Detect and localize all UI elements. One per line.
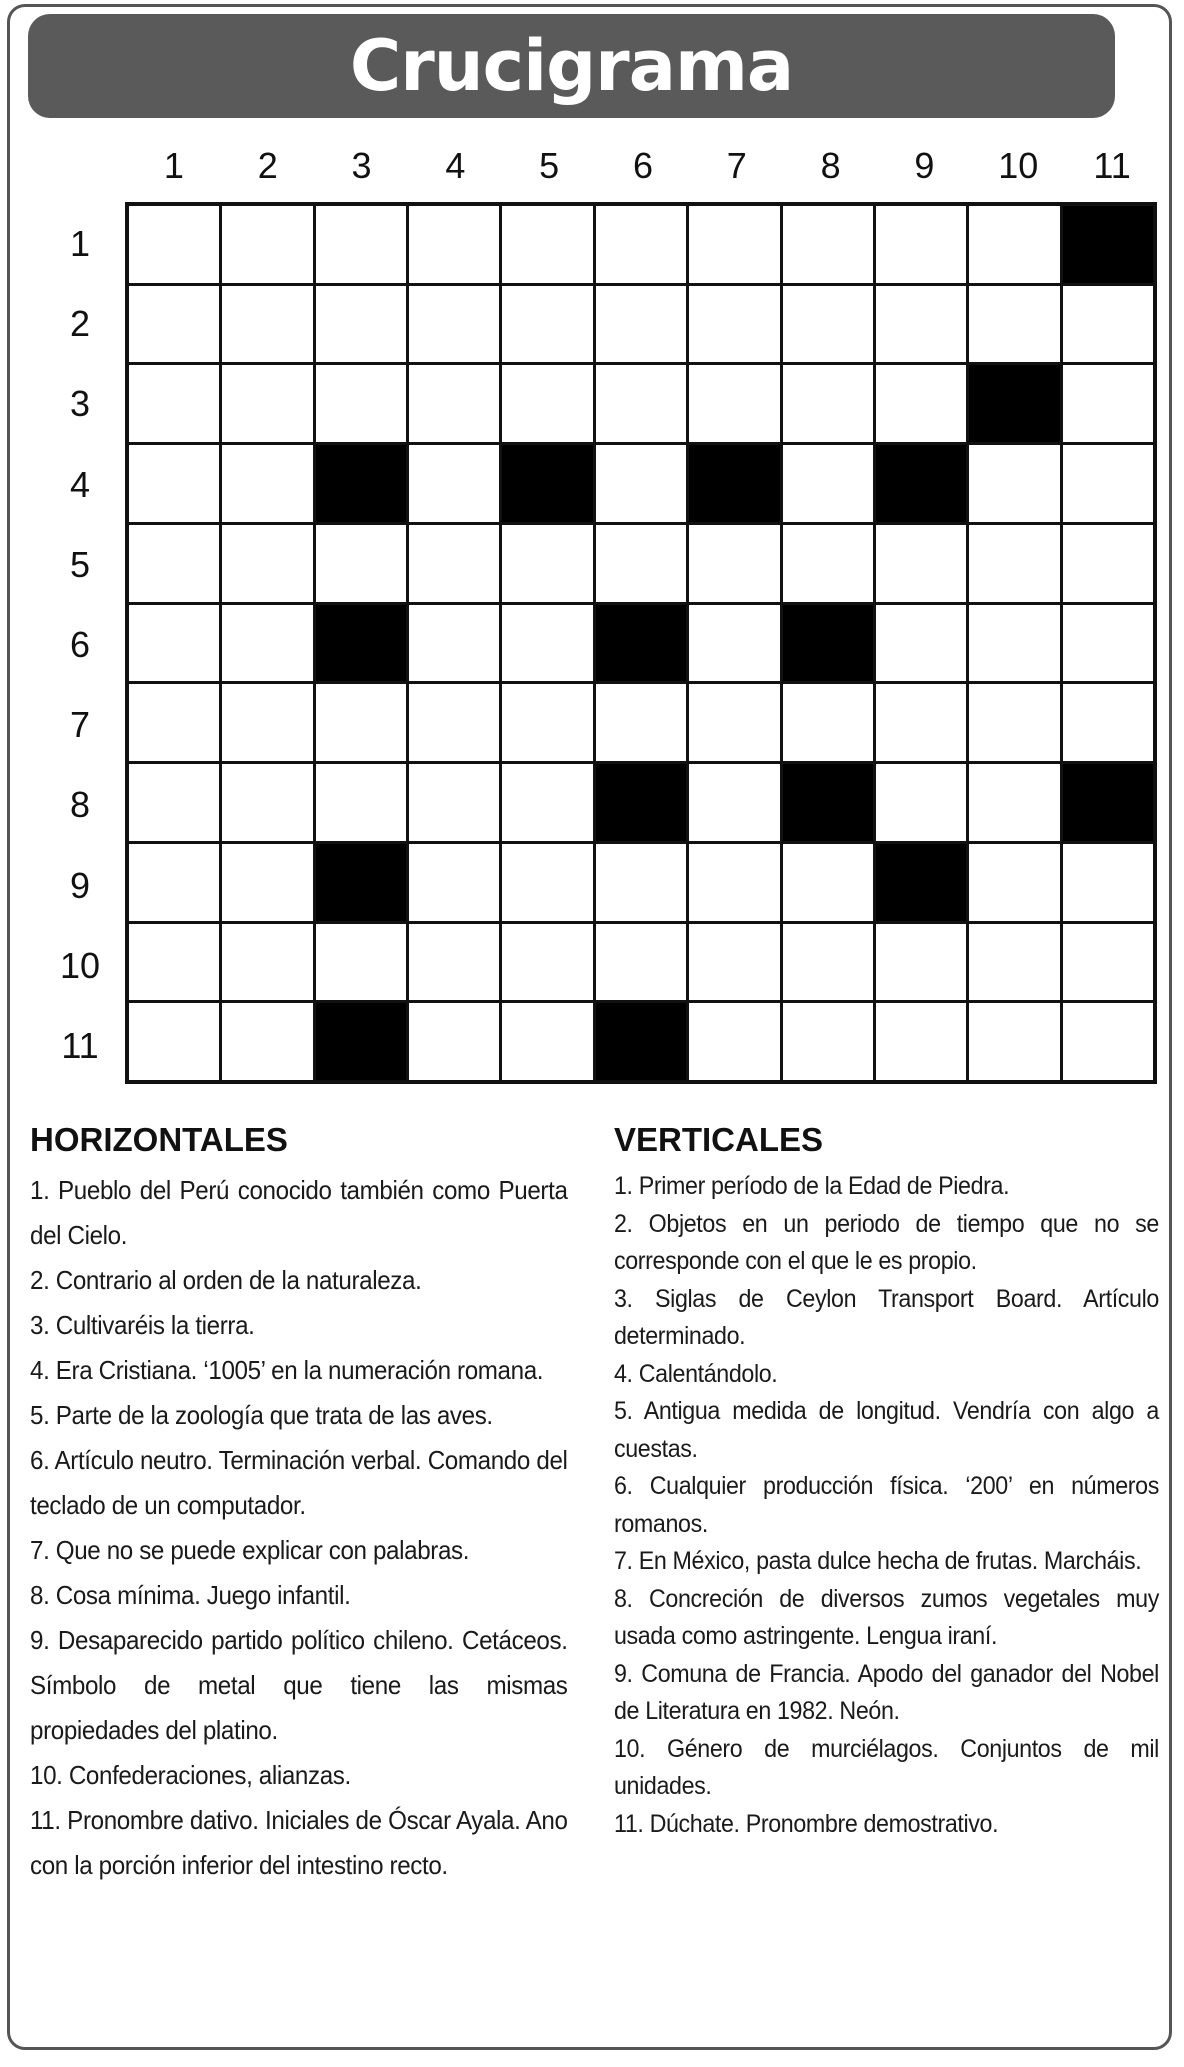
clue-item: 5. Antigua medida de longitud. Vendría con algo a cuestas.	[614, 1397, 1159, 1463]
answer-cell[interactable]	[876, 605, 966, 682]
answer-cell[interactable]	[129, 525, 219, 602]
black-cell	[783, 764, 873, 841]
answer-cell[interactable]	[502, 525, 592, 602]
black-cell	[596, 605, 686, 682]
row-number: 2	[69, 303, 91, 345]
answer-cell[interactable]	[596, 924, 686, 1001]
clue-item: 9. Comuna de Francia. Apodo del ganador del Nobel de Literatura en 1982. Neón.	[614, 1659, 1159, 1725]
answer-cell[interactable]	[969, 445, 1059, 522]
answer-cell[interactable]	[1063, 924, 1153, 1001]
answer-cell[interactable]	[129, 684, 219, 761]
answer-cell[interactable]	[783, 844, 873, 921]
answer-cell[interactable]	[689, 206, 779, 283]
black-cell	[969, 365, 1059, 442]
clue-item: 2. Objetos en un periodo de tiempo que no se corresponde con el que le es propio.	[614, 1209, 1159, 1275]
answer-cell[interactable]	[596, 365, 686, 442]
answer-cell[interactable]	[969, 605, 1059, 682]
clue-item: 8. Concreción de diversos zumos vegetales muy usada como astringente. Lengua iraní.	[614, 1584, 1159, 1650]
answer-cell[interactable]	[876, 365, 966, 442]
clue-item: 10. Confederaciones, alianzas.	[30, 1760, 351, 1790]
answer-cell[interactable]	[409, 286, 499, 363]
clue-item: 1. Primer período de la Edad de Piedra.	[614, 1172, 1010, 1200]
answer-cell[interactable]	[129, 445, 219, 522]
answer-cell[interactable]	[409, 525, 499, 602]
row-number: 5	[69, 543, 91, 585]
answer-cell[interactable]	[689, 924, 779, 1001]
column-numbers	[127, 136, 1159, 196]
clue-item: 11. Dúchate. Pronombre demostrativo.	[614, 1809, 999, 1838]
answer-cell[interactable]	[1063, 286, 1153, 363]
black-cell	[783, 605, 873, 682]
answer-cell[interactable]	[129, 1003, 219, 1080]
vertical-clues-list	[614, 1168, 1159, 1843]
answer-cell[interactable]	[783, 924, 873, 1001]
answer-cell[interactable]	[409, 1003, 499, 1080]
column-number: 6	[632, 145, 653, 186]
row-number: 11	[61, 1024, 99, 1066]
answer-cell[interactable]	[222, 1003, 312, 1080]
answer-cell[interactable]	[129, 924, 219, 1001]
black-cell	[1063, 764, 1153, 841]
answer-cell[interactable]	[222, 365, 312, 442]
column-number: 10	[998, 145, 1039, 186]
answer-cell[interactable]	[409, 445, 499, 522]
vertical-clues-section	[614, 1118, 1159, 1843]
answer-cell[interactable]	[689, 365, 779, 442]
black-cell	[316, 605, 406, 682]
answer-cell[interactable]	[502, 605, 592, 682]
clue-item: 6. Artículo neutro. Terminación verbal. Comando del teclado de un computador.	[30, 1445, 568, 1520]
answer-cell[interactable]	[596, 206, 686, 283]
answer-cell[interactable]	[502, 286, 592, 363]
answer-cell[interactable]	[689, 1003, 779, 1080]
answer-cell[interactable]	[969, 844, 1059, 921]
column-number: 7	[726, 145, 747, 186]
clue-item: 7. En México, pasta dulce hecha de frutas. Marcháis.	[614, 1547, 1142, 1575]
answer-cell[interactable]	[596, 684, 686, 761]
answer-cell[interactable]	[689, 764, 779, 841]
black-cell	[596, 1003, 686, 1080]
answer-cell[interactable]	[409, 924, 499, 1001]
answer-cell[interactable]	[689, 844, 779, 921]
answer-cell[interactable]	[783, 445, 873, 522]
answer-cell[interactable]	[689, 286, 779, 363]
answer-cell[interactable]	[409, 365, 499, 442]
answer-cell[interactable]	[596, 525, 686, 602]
answer-cell[interactable]	[409, 684, 499, 761]
clue-item: 11. Pronombre dativo. Iniciales de Óscar Ayala. Ano con la porción inferior del intestino recto.	[30, 1805, 568, 1880]
answer-cell[interactable]	[129, 206, 219, 283]
answer-cell[interactable]	[1063, 525, 1153, 602]
crossword-grid	[125, 202, 1157, 1084]
clue-item: 1. Pueblo del Perú conocido también como Puerta del Cielo.	[30, 1175, 568, 1250]
answer-cell[interactable]	[129, 844, 219, 921]
answer-cell[interactable]	[222, 286, 312, 363]
row-number: 6	[69, 624, 91, 665]
answer-cell[interactable]	[876, 525, 966, 602]
row-number: 7	[69, 704, 91, 746]
answer-cell[interactable]	[876, 684, 966, 761]
horizontal-clues-heading: HORIZONTALES	[30, 1121, 288, 1158]
column-number: 3	[351, 145, 372, 186]
clue-item: 3. Siglas de Ceylon Transport Board. Artículo determinado.	[614, 1284, 1159, 1350]
black-cell	[689, 445, 779, 522]
black-cell	[596, 764, 686, 841]
answer-cell[interactable]	[783, 525, 873, 602]
black-cell	[876, 445, 966, 522]
answer-cell[interactable]	[969, 206, 1059, 283]
clue-item: 3. Cultivaréis la tierra.	[30, 1310, 255, 1340]
answer-cell[interactable]	[222, 924, 312, 1001]
column-number: 8	[820, 145, 841, 186]
black-cell	[502, 445, 592, 522]
answer-cell[interactable]	[222, 206, 312, 283]
black-cell	[876, 844, 966, 921]
answer-cell[interactable]	[409, 605, 499, 682]
answer-cell[interactable]	[596, 844, 686, 921]
black-cell	[316, 844, 406, 921]
answer-cell[interactable]	[502, 1003, 592, 1080]
answer-cell[interactable]	[783, 1003, 873, 1080]
black-cell	[316, 445, 406, 522]
answer-cell[interactable]	[222, 605, 312, 682]
clue-item: 4. Calentándolo.	[614, 1359, 778, 1388]
answer-cell[interactable]	[969, 924, 1059, 1001]
answer-cell[interactable]	[783, 365, 873, 442]
vertical-clues-heading: VERTICALES	[614, 1121, 824, 1158]
answer-cell[interactable]	[783, 286, 873, 363]
answer-cell[interactable]	[129, 764, 219, 841]
answer-cell[interactable]	[409, 844, 499, 921]
answer-cell[interactable]	[316, 764, 406, 841]
answer-cell[interactable]	[316, 924, 406, 1001]
clue-item: 9. Desaparecido partido político chileno. Cetáceos. Símbolo de metal que tiene las mismas propiedades del platino.	[30, 1625, 568, 1745]
clue-item: 7. Que no se puede explicar con palabras.	[30, 1535, 470, 1565]
answer-cell[interactable]	[689, 605, 779, 682]
answer-cell[interactable]	[502, 365, 592, 442]
column-number: 1	[163, 145, 184, 186]
row-numbers	[40, 204, 120, 1086]
answer-cell[interactable]	[1063, 684, 1153, 761]
answer-cell[interactable]	[316, 286, 406, 363]
column-number: 5	[539, 145, 560, 186]
answer-cell[interactable]	[783, 684, 873, 761]
clue-item: 5. Parte de la zoología que trata de las aves.	[30, 1400, 493, 1430]
answer-cell[interactable]	[876, 1003, 966, 1080]
answer-cell[interactable]	[129, 605, 219, 682]
answer-cell[interactable]	[969, 1003, 1059, 1080]
answer-cell[interactable]	[1063, 1003, 1153, 1080]
clue-item: 8. Cosa mínima. Juego infantil.	[30, 1580, 351, 1610]
answer-cell[interactable]	[316, 525, 406, 602]
answer-cell[interactable]	[1063, 844, 1153, 921]
row-number: 8	[69, 784, 91, 826]
row-number: 9	[69, 864, 91, 906]
answer-cell[interactable]	[689, 684, 779, 761]
answer-cell[interactable]	[969, 286, 1059, 363]
black-cell	[1063, 206, 1153, 283]
row-number: 4	[69, 463, 91, 505]
column-number: 4	[445, 145, 466, 186]
clue-item: 4. Era Cristiana. ‘1005’ en la numeración romana.	[30, 1355, 544, 1385]
answer-cell[interactable]	[596, 445, 686, 522]
column-number: 9	[914, 145, 935, 186]
horizontal-clues-section	[30, 1118, 568, 1888]
answer-cell[interactable]	[316, 365, 406, 442]
row-number: 1	[69, 223, 91, 265]
answer-cell[interactable]	[596, 286, 686, 363]
answer-cell[interactable]	[222, 525, 312, 602]
answer-cell[interactable]	[316, 684, 406, 761]
column-number: 2	[257, 145, 278, 186]
answer-cell[interactable]	[316, 206, 406, 283]
answer-cell[interactable]	[783, 206, 873, 283]
clue-item: 10. Género de murciélagos. Conjuntos de mil unidades.	[614, 1734, 1159, 1800]
answer-cell[interactable]	[502, 684, 592, 761]
answer-cell[interactable]	[876, 286, 966, 363]
answer-cell[interactable]	[222, 844, 312, 921]
answer-cell[interactable]	[502, 924, 592, 1001]
answer-cell[interactable]	[222, 445, 312, 522]
answer-cell[interactable]	[502, 844, 592, 921]
answer-cell[interactable]	[969, 525, 1059, 602]
answer-cell[interactable]	[969, 684, 1059, 761]
answer-cell[interactable]	[876, 206, 966, 283]
answer-cell[interactable]	[1063, 365, 1153, 442]
answer-cell[interactable]	[129, 365, 219, 442]
row-number: 10	[59, 944, 101, 986]
answer-cell[interactable]	[222, 684, 312, 761]
page-title: Crucigrama	[349, 25, 794, 107]
answer-cell[interactable]	[1063, 445, 1153, 522]
row-number: 3	[69, 383, 91, 425]
clue-item: 6. Cualquier producción física. ‘200’ en números romanos.	[614, 1472, 1159, 1538]
answer-cell[interactable]	[409, 764, 499, 841]
column-number: 11	[1093, 145, 1131, 186]
answer-cell[interactable]	[409, 206, 499, 283]
clue-item: 2. Contrario al orden de la naturaleza.	[30, 1265, 422, 1295]
answer-cell[interactable]	[876, 924, 966, 1001]
answer-cell[interactable]	[969, 764, 1059, 841]
answer-cell[interactable]	[222, 764, 312, 841]
answer-cell[interactable]	[876, 764, 966, 841]
horizontal-clues-list	[30, 1168, 568, 1888]
answer-cell[interactable]	[689, 525, 779, 602]
answer-cell[interactable]	[502, 206, 592, 283]
title-banner	[28, 14, 1115, 118]
black-cell	[316, 1003, 406, 1080]
answer-cell[interactable]	[1063, 605, 1153, 682]
answer-cell[interactable]	[129, 286, 219, 363]
answer-cell[interactable]	[502, 764, 592, 841]
